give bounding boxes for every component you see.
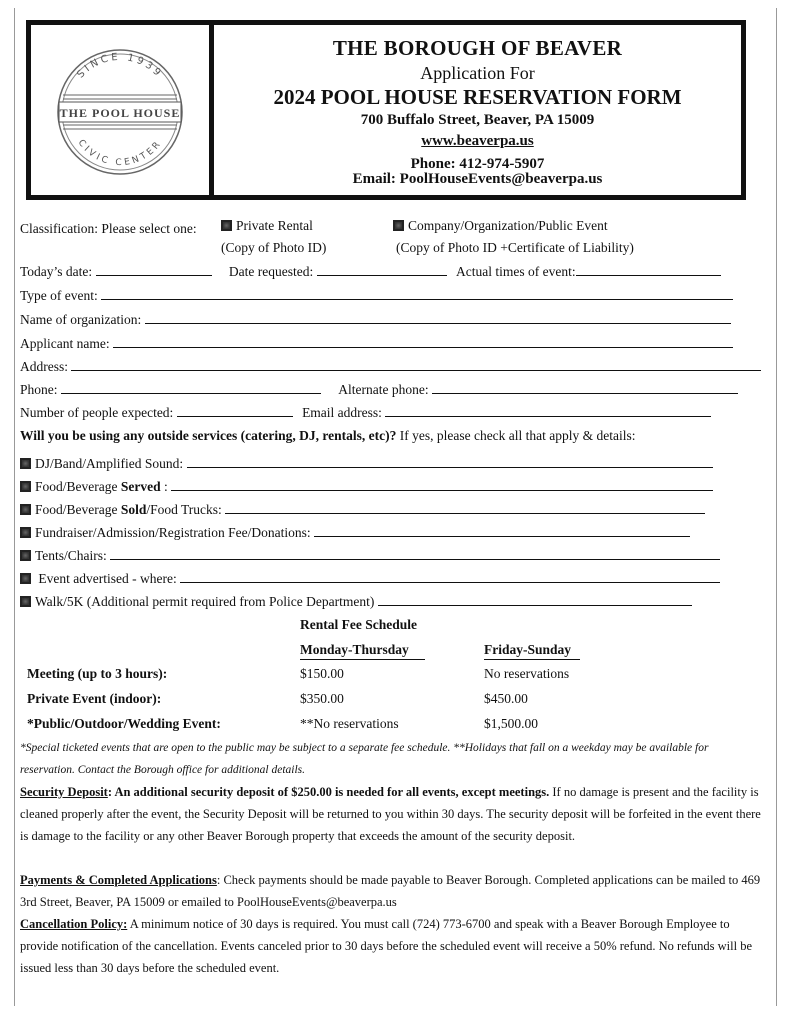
fee-footnote — [20, 737, 764, 781]
actual-times-field[interactable] — [576, 263, 721, 276]
fee-row-label: *Public/Outdoor/Wedding Event: — [27, 716, 221, 731]
food-served-label-pre: Food/Beverage — [35, 479, 121, 494]
borough-address: 700 Buffalo Street, Beaver, PA 15009 — [360, 111, 595, 128]
fee-row-label: Meeting (up to 3 hours): — [27, 666, 168, 681]
cancellation-text: A minimum notice of 30 days is required. You must call (724) 773-6700 and speak with a Beaver Borough Employee to provide notification of the cancellation. Events canceled prior to 30 days before the scheduled event will receive a 50% refund. No refunds will be issued less than 30 days before the scheduled event. — [20, 917, 753, 975]
alt-phone-field[interactable] — [432, 381, 738, 394]
security-deposit-heading: Security Deposit — [20, 785, 108, 799]
services-question-rest: If yes, please check all that apply & details: — [396, 428, 636, 443]
tents-checkbox[interactable] — [20, 550, 31, 561]
private-rental-checkbox[interactable] — [221, 220, 232, 231]
service-dj — [20, 455, 713, 472]
fee-row-weekday: $350.00 — [300, 691, 344, 706]
people-expected-field[interactable] — [177, 404, 293, 417]
service-food-sold — [20, 501, 705, 518]
service-tents — [20, 547, 720, 564]
security-deposit-text: If no damage is present and the facility is cleaned properly after the event, the Security Deposit will be returned to you within 30 days. The security deposit will be forfeited in the event there is damage to the facility or any other Beaver Borough property that exceeds the amount of the security deposit. — [20, 785, 761, 843]
food-served-label-post: : — [160, 479, 168, 494]
fee-row-weekend: $450.00 — [484, 691, 528, 706]
email-label: Email address: — [302, 405, 382, 420]
website-link[interactable]: www.beaverpa.us — [421, 133, 534, 150]
phone-row — [20, 381, 738, 398]
fee-schedule-title: Rental Fee Schedule — [300, 617, 417, 632]
todays-date-label: Today’s date: — [20, 264, 93, 279]
private-rental-option[interactable] — [221, 218, 313, 234]
phone-field[interactable] — [61, 381, 321, 394]
people-expected-label: Number of people expected: — [20, 405, 174, 420]
date-row — [20, 263, 721, 280]
company-event-option[interactable] — [393, 218, 608, 234]
organization-label: Name of organization: — [20, 312, 142, 327]
phone-label: Phone: — [20, 382, 58, 397]
dj-checkbox[interactable] — [20, 458, 31, 469]
service-advertised — [20, 570, 720, 587]
address-row — [20, 358, 761, 375]
security-deposit-bold: : An additional security deposit of $250.00 is needed for all events, except meetings. — [107, 785, 550, 799]
fee-row-weekday: $150.00 — [300, 666, 344, 681]
dj-label: DJ/Band/Amplified Sound: — [35, 456, 184, 471]
applicant-row — [20, 335, 733, 352]
application-for: Application For — [420, 63, 535, 84]
payments-heading: Payments & Completed Applications — [20, 873, 217, 887]
people-email-row — [20, 404, 711, 421]
fee-footnote-text: *Special ticketed events that are open to the public may be subject to a separate fee schedule. **Holidays that fall on a weekday may be available for reservation. Contact the Borough office for additional details. — [20, 742, 709, 776]
fee-row-weekend: $1,500.00 — [484, 716, 538, 731]
pool-house-logo — [31, 25, 214, 195]
private-rental-note: (Copy of Photo ID) — [221, 240, 327, 255]
food-sold-checkbox[interactable] — [20, 504, 31, 515]
fee-row-weekday: **No reservations — [300, 716, 399, 731]
company-event-label: Company/Organization/Public Event — [408, 218, 608, 233]
service-food-served — [20, 478, 713, 495]
food-sold-label-pre: Food/Beverage — [35, 502, 121, 517]
payments-section — [20, 869, 764, 913]
food-sold-label-bold: Sold — [120, 502, 147, 517]
tents-field[interactable] — [110, 547, 720, 560]
address-field[interactable] — [71, 358, 761, 371]
svg-text:CIVIC CENTER — [76, 138, 165, 168]
type-of-event-row — [20, 287, 733, 304]
date-requested-label: Date requested: — [228, 264, 314, 279]
fundraiser-label: Fundraiser/Admission/Registration Fee/Donations: — [35, 525, 311, 540]
walk-label: Walk/5K (Additional permit required from Police Department) — [35, 594, 375, 609]
actual-times-label: Actual times of event: — [456, 264, 576, 279]
logo-name: THE POOL HOUSE — [59, 106, 181, 120]
todays-date-field[interactable] — [96, 263, 212, 276]
email-field[interactable] — [385, 404, 711, 417]
advertised-label: Event advertised - where: — [35, 571, 177, 586]
form-title: 2024 POOL HOUSE RESERVATION FORM — [273, 84, 682, 109]
walk-field[interactable] — [378, 593, 692, 606]
type-of-event-field[interactable] — [101, 287, 733, 300]
company-event-checkbox[interactable] — [393, 220, 404, 231]
date-requested-field[interactable] — [317, 263, 447, 276]
applicant-field[interactable] — [113, 335, 733, 348]
advertised-checkbox[interactable] — [20, 573, 31, 584]
logo-emblem-icon — [45, 35, 195, 185]
fee-row-weekend: No reservations — [484, 666, 570, 681]
logo-since: SINCE 1939 — [75, 51, 165, 81]
page-edge-right — [776, 8, 777, 1006]
borough-email: Email: PoolHouseEvents@beaverpa.us — [352, 171, 603, 188]
fee-row-label: Private Event (indoor): — [27, 691, 162, 706]
alt-phone-label: Alternate phone: — [338, 382, 429, 397]
food-sold-label-post: /Food Trucks: — [146, 502, 222, 517]
logo-sub: CIVIC CENTER — [75, 138, 165, 169]
food-served-checkbox[interactable] — [20, 481, 31, 492]
organization-row — [20, 311, 731, 328]
type-of-event-label: Type of event: — [20, 288, 98, 303]
header-box — [26, 20, 746, 200]
borough-title: THE BOROUGH OF BEAVER — [332, 36, 623, 60]
page-edge-left — [14, 8, 15, 1006]
fee-col-weekend: Friday-Sunday — [484, 642, 580, 660]
services-question — [20, 428, 636, 444]
service-walk — [20, 593, 692, 610]
food-served-label-bold: Served — [120, 479, 161, 494]
fee-col-weekday: Monday-Thursday — [300, 642, 425, 660]
dj-field[interactable] — [187, 455, 713, 468]
private-rental-label: Private Rental — [236, 218, 313, 233]
address-label: Address: — [20, 359, 68, 374]
services-question-bold: Will you be using any outside services (catering, DJ, rentals, etc)? — [20, 428, 397, 443]
cancellation-heading: Cancellation Policy: — [20, 917, 128, 931]
service-fundraiser — [20, 524, 690, 541]
applicant-label: Applicant name: — [20, 336, 110, 351]
security-deposit-section — [20, 781, 764, 847]
borough-phone: Phone: 412-974-5907 — [410, 155, 545, 172]
header-text — [214, 25, 741, 195]
food-served-field[interactable] — [171, 478, 713, 491]
cancellation-section — [20, 913, 764, 979]
organization-field[interactable] — [145, 311, 731, 324]
food-sold-field[interactable] — [225, 501, 705, 514]
svg-text:SINCE 1939 — [75, 52, 164, 81]
walk-checkbox[interactable] — [20, 596, 31, 607]
classification-label: Classification: Please select one: — [20, 221, 197, 236]
payments-text: : Check payments should be made payable to Beaver Borough. Completed applications can be mailed to 469 3rd Street, Beaver, PA 15009 or emailed to PoolHouseEvents@beaverpa.us — [20, 873, 761, 909]
fundraiser-field[interactable] — [314, 524, 690, 537]
company-event-note: (Copy of Photo ID +Certificate of Liability) — [396, 240, 634, 255]
advertised-field[interactable] — [180, 570, 720, 583]
fundraiser-checkbox[interactable] — [20, 527, 31, 538]
tents-label: Tents/Chairs: — [35, 548, 107, 563]
